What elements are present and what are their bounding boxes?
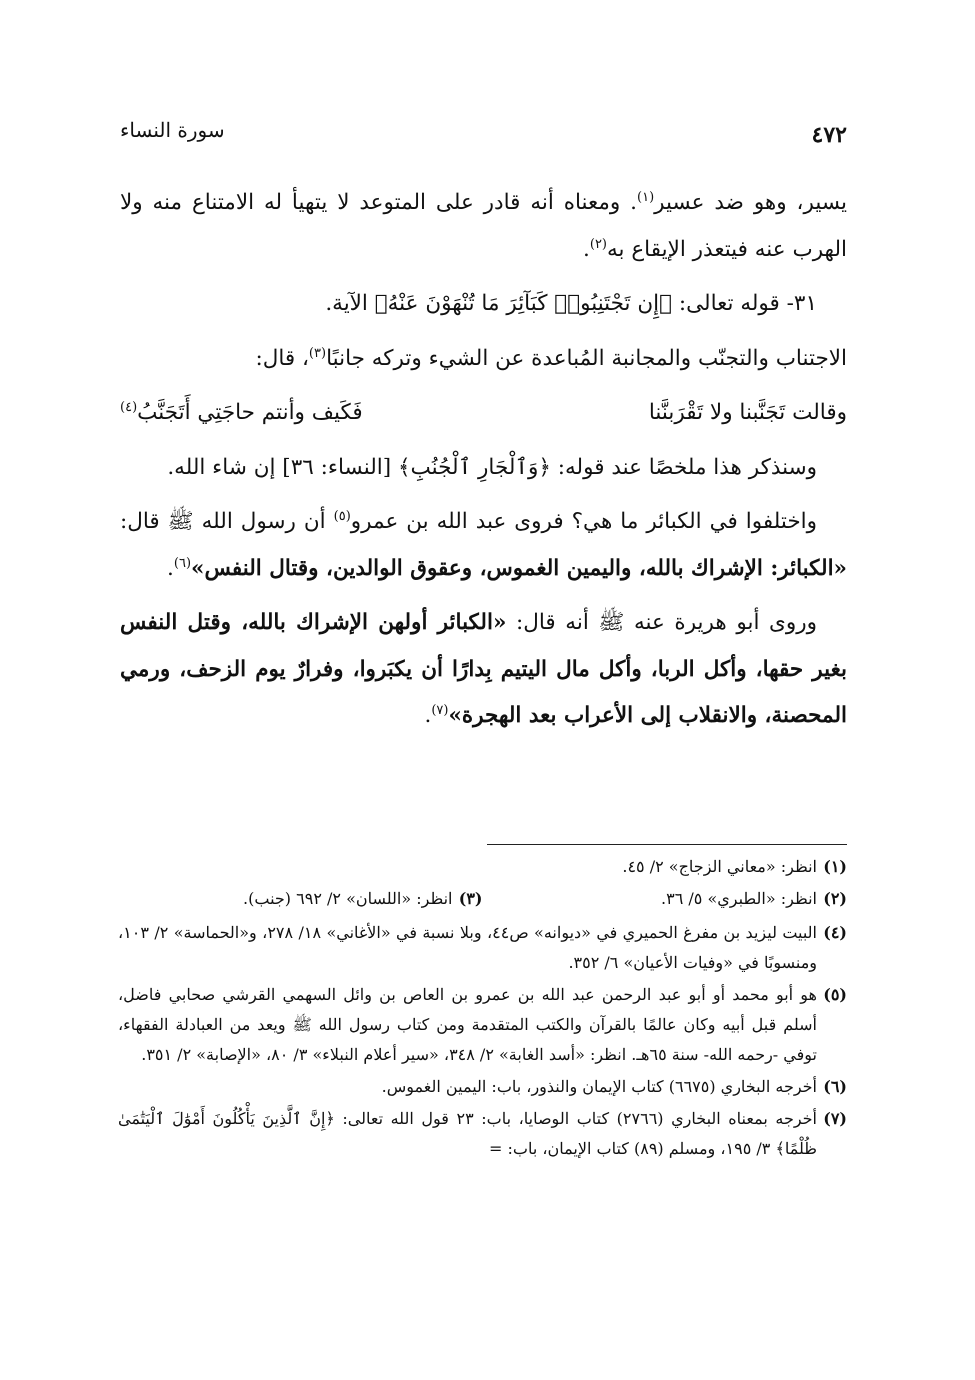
footnote-text: أخرجه بمعناه البخاري (٢٧٦٦) كتاب الوصايا، باب: ٢٣ قول الله تعالى: ﴿إِنَّ ٱلَّذِينَ يَأْكُلُونَ أَمْوَٰلَ ٱلْيَتَٰمَىٰ ظُلْمًا﴾ ٣/ ١٩٥، ومسلم (٨٩) كتاب الإيمان، باب: =	[118, 1109, 818, 1158]
hadith-quote-2: «الكبائر أولهن الإشراك بالله، وقتل النفس بغير حقها، وأكل الربا، وأكل مال اليتيم بِدارًا أن يكبَروا، وفرارٌ يوم الزحف، ورمي المحصنة، والانقلاب إلى الأعراب بعد الهجرة»	[120, 610, 847, 728]
p1-text-a: يسير، وهو ضد عسير	[654, 190, 847, 215]
footnote-ref-1: (١)	[637, 189, 655, 205]
footnote-text: أخرجه البخاري (٦٦٧٥) كتاب الإيمان والنذور، باب: اليمين الغموس.	[381, 1077, 817, 1096]
footnote-text: هو أبو محمد أو أبو عبد الرحمن عبد الله بن عمرو بن العاص بن وائل السهمي القرشي صحابي فاضل، أسلم قبل أبيه وكان عالمًا بالقرآن والكتب المتقدمة ومن كتاب رسول الله ﷺ ويعد من العبادلة الفقهاء، توفي -رحمه الله- سنة ٦٥هـ. انظر: «أسد الغابة» ٢/ ٣٤٨، «سير أعلام النبلاء» ٣/ ٨٠، «الإصابة» ٢/ ٣٥١.	[118, 985, 817, 1064]
p6-text-a: وروى أبو هريرة عنه ﷺ أنه قال:	[506, 610, 817, 635]
paragraph-hadith-1	[120, 499, 847, 592]
footnote-1	[118, 852, 847, 882]
paragraph-verse-31: ٣١- قوله تعالى: ﴿إِن تَجْتَنِبُوا۟ كَبَآئِرَ مَا تُنْهَوْنَ عَنْهُ﴾ الآية.	[325, 291, 817, 316]
paragraph-1	[120, 180, 847, 273]
p3-text-a: الاجتناب والتجنّب والمجانبة المُباعدة عن الشيء وتركه جانبًا	[326, 345, 847, 371]
main-text	[120, 180, 847, 748]
p6-text-c: .	[424, 703, 432, 728]
p1-text-c: .	[583, 236, 590, 262]
p5-text-b: أن رسول الله ﷺ قال:	[120, 509, 334, 534]
verse-second-hemistich: فَكَيف وأنتم حاجَتِي أَتَجَنَّبُ	[137, 400, 363, 425]
footnote-2	[483, 884, 848, 914]
verse-second-hemistich-wrap	[120, 390, 363, 437]
verse-first-hemistich: وقالت تَجَنَّبنا ولا تَقْرَبنَّنا	[648, 400, 847, 425]
footnotes	[118, 852, 847, 1166]
paragraph-reference: وسنذكر هذا ملخصًا عند قوله: ﴿وَٱلْجَارِ ٱلْجُنُبِ﴾ [النساء: ٣٦] إن شاء الله.	[167, 454, 817, 480]
footnote-number: (٧)	[823, 1109, 847, 1128]
footnote-number: (٣)	[458, 889, 483, 908]
footnote-5	[118, 980, 847, 1070]
page-number: ٤٧٢	[811, 122, 847, 148]
footnote-3	[118, 884, 483, 914]
p5-text-a: واختلفوا في الكبائر ما هي؟ فروى عبد الله بن عمرو	[350, 509, 817, 534]
footnote-ref-5: (٥)	[333, 508, 351, 524]
footnote-divider	[487, 844, 847, 845]
footnote-number: (٥)	[823, 985, 847, 1004]
footnote-text: البيت ليزيد بن مفرغ الحميري في «ديوانه» ص٤٤، وبلا نسبة في «الأغاني» ١٨/ ٢٧٨، و«الحماسة» ٢/ ١٠٣، ومنسوبًا في «وفيات الأعيان» ٦/ ٣٥٢.	[118, 923, 818, 972]
footnote-ref-3: (٣)	[308, 345, 327, 361]
poetry-verse	[120, 390, 847, 437]
footnote-ref-2: (٢)	[589, 236, 607, 252]
footnote-number: (٦)	[823, 1077, 847, 1096]
page-header	[120, 118, 855, 158]
footnote-ref-7: (٧)	[431, 702, 449, 718]
footnote-text: انظر: «اللسان» ٢/ ٦٩٢ (جنب).	[243, 889, 453, 908]
footnote-text: انظر: «الطبري» ٥/ ٣٦.	[661, 889, 817, 908]
hadith-quote-1: «الكبائر: الإشراك بالله، واليمين الغموس، وعقوق الوالدين، وقتال النفس»	[191, 555, 847, 581]
p3-text-b: ، قال:	[255, 345, 309, 371]
footnote-4	[118, 918, 847, 978]
footnote-text: انظر: «معاني الزجاج» ٢/ ٤٥.	[622, 857, 817, 876]
running-title: سورة النساء	[120, 118, 225, 142]
footnote-row-2-3	[118, 884, 847, 916]
footnote-7	[118, 1104, 847, 1164]
p1-text-b: . ومعناه أنه قادر على المتوعد لا يتهيأ له الامتناع منه ولا الهرب عنه فيتعذر الإيقاع به	[120, 190, 847, 262]
footnote-ref-6: (٦)	[173, 555, 192, 571]
paragraph-definition	[120, 336, 847, 383]
footnote-number: (٤)	[823, 923, 847, 942]
footnote-6	[118, 1072, 847, 1102]
footnote-ref-4: (٤)	[120, 399, 138, 415]
paragraph-hadith-2	[120, 600, 847, 740]
footnote-number: (٢)	[823, 889, 847, 908]
footnote-number: (١)	[823, 857, 847, 876]
p5-text-c: .	[167, 555, 174, 581]
